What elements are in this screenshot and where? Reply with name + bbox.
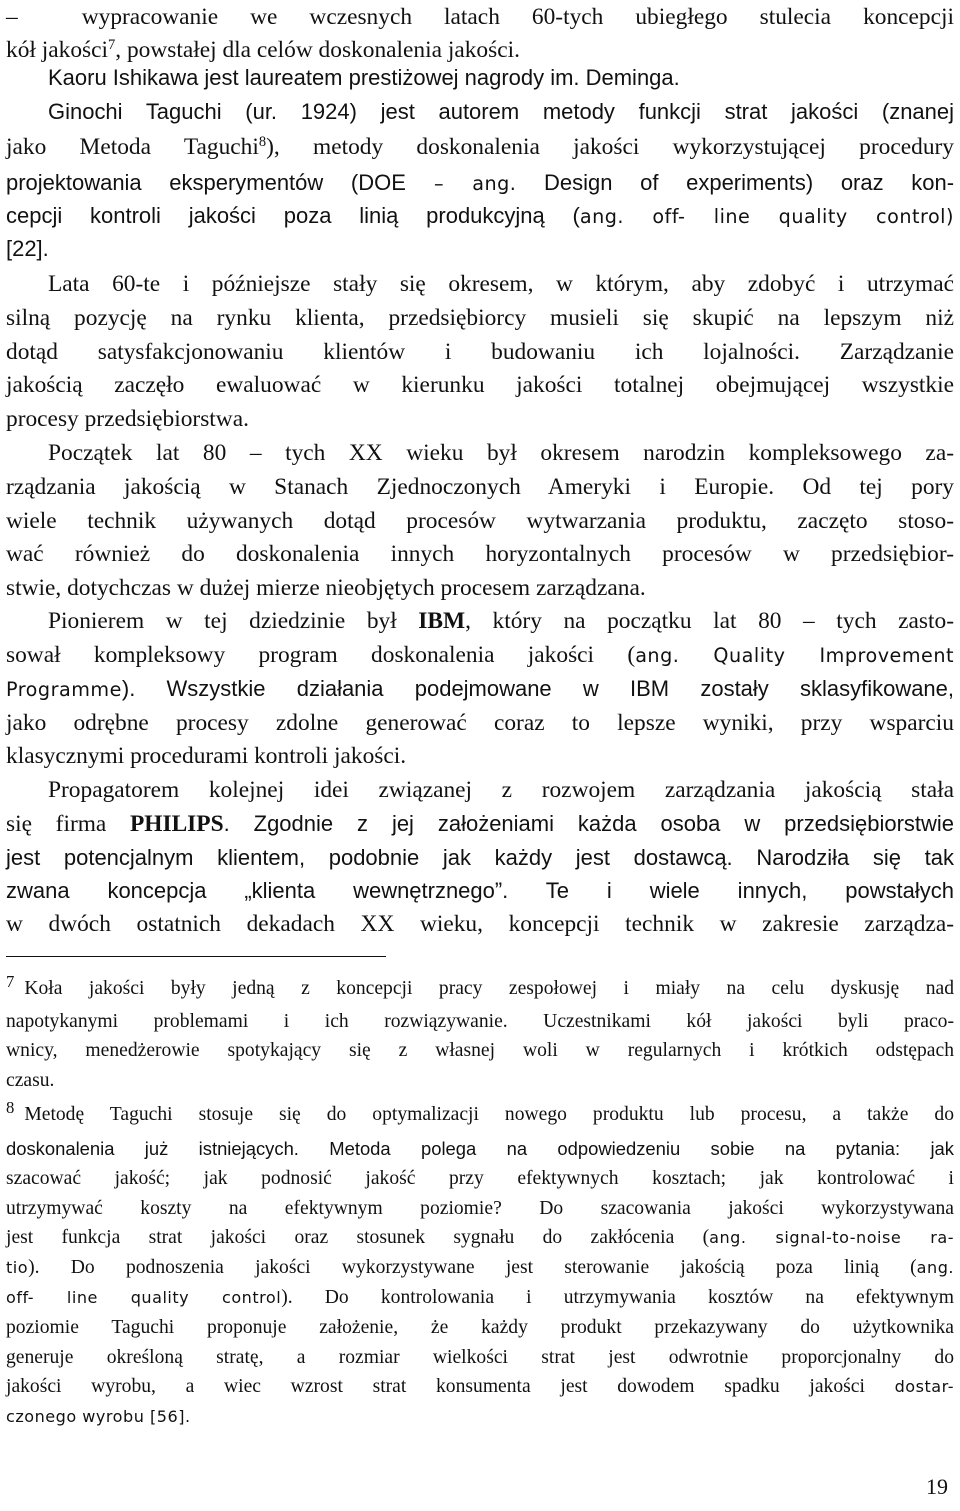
body-line: silną pozycję na rynku klienta, przedsiębiorcy musieli się skupić na lepszym niż [6,305,954,331]
body-line: Pionierem w tej dziedzinie był IBM, który na początku lat 80 – tych zasto- [48,608,955,634]
footnote-line: szacować jakość; jak podnosić jakość przy efektywnych kosztach; jak kontrolować i [6,1168,954,1189]
footnote-line: generuje określoną stratę, a rozmiar wielkości strat jest odwrotnie proporcjonalny do [6,1347,954,1368]
footnote-line: czasu. [6,1070,55,1091]
body-line: Początek lat 80 – tych XX wieku był okresem narodzin kompleksowego za- [48,440,954,466]
body-line: stwie, dotychczas w dużej mierze nieobjętych procesem zarządzana. [6,575,646,601]
footnote-line: jest funkcja strat jakości oraz stosunek sygnału do zakłócenia (ang. signal-to-noise ra- [6,1227,954,1248]
footnote-line: napotykanymi problemami i ich rozwiązywanie. Uczestnikami kół jakości byli praco- [6,1011,954,1032]
body-line: jest potencjalnym klientem, podobnie jak każdy jest dostawcą. Narodziła się tak [6,845,954,870]
footnote-7: $^7$ Koła jakości były jedną z koncepcji pracy zespołowej i miały na celu dyskusję nad [6,971,954,999]
company-name-ibm: IBM [418,608,466,634]
body-line: się firma PHILIPS. Zgodnie z jej założeniami każda osoba w przedsiębiorstwie [6,811,954,837]
footnote-ref-7[interactable]: 7 [108,37,116,54]
body-line: wać również do doskonalenia innych horyzontalnych procesów w przedsiębior- [6,541,954,567]
body-line: Propagatorem kolejnej idei związanej z rozwojem zarządzania jakością stała [48,777,954,803]
body-line: kół jakości$^7$, powstałej dla celów doskonalenia jakości. [6,37,520,63]
body-line: dotąd satysfakcjonowaniu klientów i budowaniu ich lojalności. Zarządzanie [6,339,954,365]
body-line: klasycznymi procedurami kontroli jakości. [6,743,407,769]
body-line: procesy przedsiębiorstwa. [6,406,249,432]
footnote-mark: 7 [6,971,15,991]
footnote-line: doskonalenia już istniejących. Metoda polega na odpowiedzeniu sobie na pytania: jak [6,1138,954,1159]
body-line: Programme). Wszystkie działania podejmowane w IBM zostały sklasyfikowane, [6,676,954,701]
body-line: sował kompleksowy program doskonalenia jakości (ang. Quality Improvement [6,642,954,668]
dash-bullet: – [6,4,82,30]
body-line: cepcji kontroli jakości poza linią produkcyjną (ang. off- line quality control) [6,203,954,228]
body-line: jako odrębne procesy zdolne generować coraz to lepsze wyniki, przy wsparciu [6,710,954,736]
footnote-line: jakości wyrobu, a wiec wzrost strat konsumenta jest dowodem spadku jakości dostar- [6,1376,954,1397]
footnote-line: wnicy, menedżerowie spotykający się z własnej woli w regularnych i krótkich odstępach [6,1040,954,1061]
body-line: jakością zaczęło ewaluować w kierunku jakości totalnej obejmującej wszystkie [6,372,954,398]
body-line: jako Metoda Taguchi$^8$), metody doskonalenia jakości wykorzystującej procedury [6,134,955,160]
footnote-8: $^8$ Metodę Taguchi stosuje się do optymalizacji nowego produktu lub procesu, a także do [6,1097,954,1125]
footnote-ref-8[interactable]: 8 [258,134,267,151]
body-line: wiele technik używanych dotąd procesów wytwarzania produktu, zaczęto stoso- [6,508,954,534]
body-line: zwana koncepcja „klienta wewnętrznego”. Te i wiele innych, powstałych [6,878,954,903]
footnote-mark: 8 [6,1097,15,1117]
body-line: [22]. [6,236,49,261]
body-line: Ginochi Taguchi (ur. 1924) jest autorem metody funkcji strat jakości (znanej [48,99,954,124]
footnote-line: czonego wyrobu [56]. [6,1407,191,1426]
page-number: 19 [926,1474,948,1499]
footnote-line: poziomie Taguchi proponuje założenie, że każdy produkt przekazywany do użytkownika [6,1317,954,1338]
footnote-separator [6,956,386,957]
body-line: w dwóch ostatnich dekadach XX wieku, koncepcji technik w zakresie zarządza- [6,911,954,937]
body-line: Lata 60-te i późniejsze stały się okresem, w którym, aby zdobyć i utrzymać [48,271,954,297]
body-line: – wypracowanie we wczesnych latach 60-tych ubiegłego stulecia koncepcji [6,4,955,30]
footnote-line: tio). Do podnoszenia jakości wykorzystywane jest sterowanie jakością poza linią (ang. [6,1257,954,1278]
body-line: projektowania eksperymentów (DOE – ang. Design of experiments) oraz kon- [6,170,955,195]
body-line: Kaoru Ishikawa jest laureatem prestiżowej nagrody im. Deminga. [48,65,680,90]
footnote-line: off- line quality control). Do kontrolowania i utrzymywania kosztów na efektywnym [6,1287,954,1308]
footnote-line: utrzymywać koszty na efektywnym poziomie? Do szacowania jakości wykorzystywana [6,1198,954,1219]
body-line: rządzania jakością w Stanach Zjednoczonych Ameryki i Europie. Od tej pory [6,474,954,500]
company-name-philips: PHILIPS [130,811,224,837]
